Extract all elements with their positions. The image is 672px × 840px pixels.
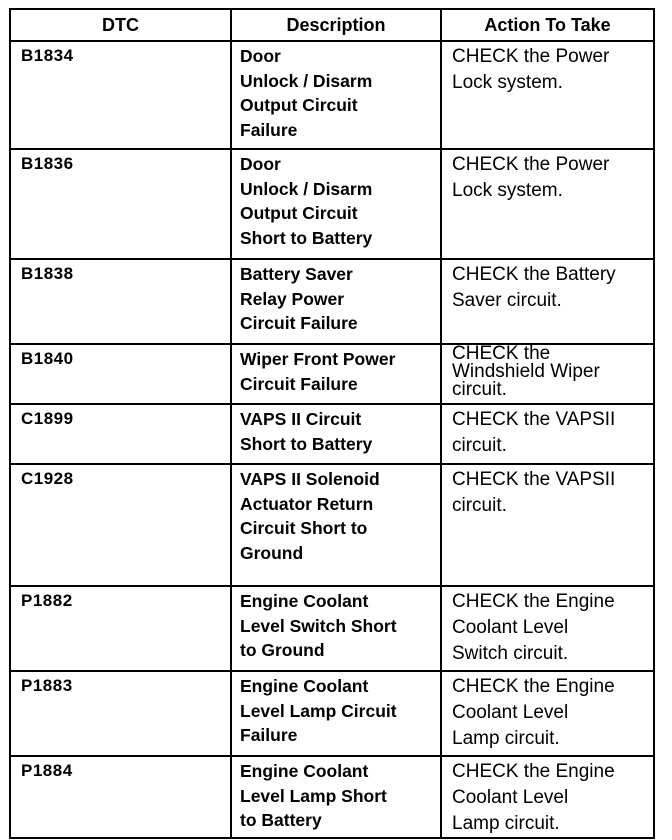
table-row (10, 586, 654, 671)
dtc-description (231, 344, 441, 404)
dtc-description (231, 41, 441, 149)
action-line: Windshield Wiper (452, 361, 600, 382)
action-line: CHECK the Engine (452, 676, 615, 697)
description-line: Door (240, 46, 281, 66)
description-line: Ground (240, 542, 304, 563)
description-line: VAPS II Circuit (240, 409, 362, 429)
table-row (10, 756, 654, 838)
header-dtc: DTC (10, 9, 231, 41)
action-line: Coolant Level (452, 787, 569, 808)
dtc-action (441, 464, 654, 586)
header-description: Description (231, 9, 441, 41)
table-row (10, 344, 654, 404)
action-line: CHECK the Engine (452, 591, 615, 612)
header-action: Action To Take (441, 9, 654, 41)
action-line: Coolant Level (452, 702, 569, 723)
description-line: Circuit Short to (240, 518, 368, 538)
description-line: Engine Coolant (240, 761, 369, 781)
description-line: Failure (240, 119, 298, 140)
dtc-action (441, 756, 654, 838)
table-row (10, 259, 654, 344)
description-line: to Ground (240, 640, 325, 660)
dtc-action (441, 41, 654, 149)
action-line: CHECK the (452, 343, 551, 364)
description-line: Battery Saver (240, 264, 353, 284)
description-line: Short to Battery (240, 433, 373, 454)
dtc-table (9, 8, 655, 839)
action-line: circuit. (452, 379, 507, 400)
description-line: VAPS II Solenoid (240, 469, 380, 489)
description-line: Wiper Front Power (240, 349, 396, 369)
table-row (10, 149, 654, 259)
dtc-code: B1838 (10, 259, 231, 344)
dtc-description (231, 586, 441, 671)
description-line: Short to Battery (240, 227, 373, 248)
action-line: CHECK the Battery (452, 264, 616, 285)
dtc-description (231, 756, 441, 838)
description-line: Level Lamp Short (240, 785, 387, 806)
action-line: circuit. (452, 435, 507, 456)
action-line: CHECK the VAPSII (452, 469, 616, 490)
dtc-description (231, 259, 441, 344)
action-line: CHECK the Engine (452, 761, 615, 782)
dtc-code: C1928 (10, 464, 231, 586)
action-line: CHECK the Power (452, 154, 610, 175)
description-line: Door (240, 154, 281, 174)
description-line: Circuit Failure (240, 313, 358, 333)
description-line: Engine Coolant (240, 591, 369, 611)
dtc-action (441, 344, 654, 404)
dtc-code: P1883 (10, 671, 231, 756)
dtc-description (231, 464, 441, 586)
description-line: Actuator Return (240, 493, 374, 514)
description-line: Circuit Failure (240, 373, 358, 394)
description-line: Level Switch Short (240, 615, 397, 636)
dtc-code: B1834 (10, 41, 231, 149)
description-line: to Battery (240, 810, 322, 830)
description-line: Level Lamp Circuit (240, 700, 397, 721)
dtc-code: B1836 (10, 149, 231, 259)
action-line: Lock system. (452, 180, 563, 201)
table-row (10, 464, 654, 586)
action-line: Lamp circuit. (452, 728, 560, 749)
action-line: Saver circuit. (452, 290, 562, 311)
dtc-action (441, 149, 654, 259)
action-line: Lock system. (452, 72, 563, 93)
description-line: Unlock / Disarm (240, 178, 373, 199)
action-line: Lamp circuit. (452, 813, 560, 834)
dtc-action (441, 404, 654, 464)
action-line: CHECK the Power (452, 46, 610, 67)
table-row (10, 404, 654, 464)
dtc-code: P1884 (10, 756, 231, 838)
dtc-description (231, 404, 441, 464)
dtc-action (441, 259, 654, 344)
action-line: Coolant Level (452, 617, 569, 638)
description-line: Unlock / Disarm (240, 70, 373, 91)
dtc-action (441, 586, 654, 671)
action-line: circuit. (452, 495, 507, 516)
description-line: Output Circuit (240, 95, 358, 115)
dtc-description (231, 149, 441, 259)
header-row (10, 9, 654, 41)
table-row (10, 41, 654, 149)
description-line: Relay Power (240, 288, 345, 309)
table-row (10, 671, 654, 756)
action-line: CHECK the VAPSII (452, 409, 616, 430)
description-line: Failure (240, 725, 298, 745)
dtc-code: P1882 (10, 586, 231, 671)
dtc-code: B1840 (10, 344, 231, 404)
action-line: Switch circuit. (452, 643, 569, 664)
description-line: Output Circuit (240, 203, 358, 223)
table-body (10, 41, 654, 838)
dtc-description (231, 671, 441, 756)
description-line: Engine Coolant (240, 676, 369, 696)
dtc-action (441, 671, 654, 756)
dtc-code: C1899 (10, 404, 231, 464)
